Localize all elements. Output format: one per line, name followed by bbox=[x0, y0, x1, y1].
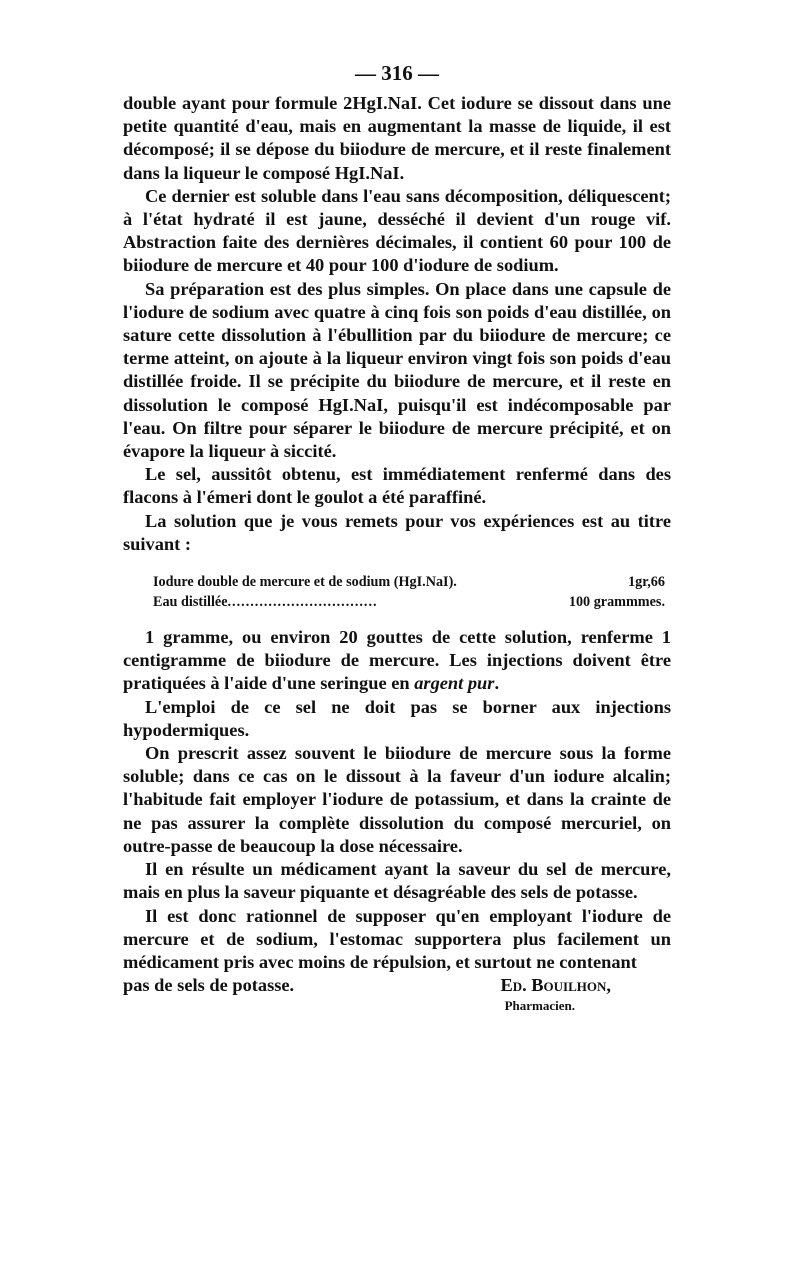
paragraph-7: L'emploi de ce sel ne doit pas se borner aux injections hypodermiques. bbox=[123, 696, 671, 740]
paragraph-6-italic: argent pur bbox=[414, 673, 495, 694]
page-number: — 316 — bbox=[355, 61, 439, 85]
author-title: Pharmacien. bbox=[504, 998, 575, 1014]
formula-leader-2: ................................. bbox=[227, 594, 378, 611]
formula-label-2: Eau distillée bbox=[153, 594, 228, 611]
paragraph-2: Ce dernier est soluble dans l'eau sans décomposition, déliquescent; à l'état hydraté il est jaune, desséché il devient d'un rouge vif. Abstraction faite des dernières décimales, il contient 60 pour 100 de biiodure de mercure et 40 pour 100 d'iodure de sodium. bbox=[123, 185, 671, 276]
formula-leader-1 bbox=[457, 572, 622, 592]
paragraph-6 bbox=[123, 626, 671, 696]
page bbox=[123, 58, 671, 1015]
paragraph-9: Il en résulte un médicament ayant la saveur du sel de mercure, mais en plus la saveur piquante et désagréable des sels de potasse. bbox=[123, 859, 671, 903]
formula-value-1: 1gr,66 bbox=[628, 574, 665, 591]
formula-label-1: Iodure double de mercure et de sodium (HgI.NaI). bbox=[153, 574, 457, 591]
signature-line bbox=[123, 974, 671, 997]
paragraph-4: Le sel, aussitôt obtenu, est immédiatement renfermé dans des flacons à l'émeri dont le goulot a été paraffiné. bbox=[123, 464, 671, 508]
paragraph-5: La solution que je vous remets pour vos expériences est au titre suivant : bbox=[123, 510, 671, 554]
paragraph-8: On prescrit assez souvent le biiodure de mercure sous la forme soluble; dans ce cas on le dissout à la faveur d'un iodure alcalin; l'habitude fait employer l'iodure de potassium, et dans la crainte de ne pas assurer la complète dissolution du composé mercuriel, on outre-passe de beaucoup la dose nécessaire. bbox=[123, 743, 671, 856]
formula-row-2 bbox=[153, 592, 665, 612]
formula-row-1 bbox=[153, 572, 665, 592]
author-name: Ed. Bouilhon, bbox=[500, 975, 611, 996]
paragraph-10: Il est donc rationnel de supposer qu'en employant l'iodure de mercure et de sodium, l'estomac supportera plus facilement un médicament pris avec moins de répulsion, et surtout ne contenant bbox=[123, 905, 671, 972]
formula-table bbox=[153, 572, 665, 612]
paragraph-3: Sa préparation est des plus simples. On place dans une capsule de l'iodure de sodium avec quatre à cinq fois son poids d'eau distillée, on sature cette dissolution à l'ébullition par du biiodure de mercure; ce terme atteint, on ajoute à la liqueur environ vingt fois son poids d'eau distillée froide. Il se précipite du biiodure de mercure, et il reste en dissolution le composé HgI.NaI, puisqu'il est indécomposable par l'eau. On filtre pour séparer le biiodure de mercure précipité, et on évapore la liqueur à siccité. bbox=[123, 278, 671, 462]
paragraph-1: double ayant pour formule 2HgI.NaI. Cet iodure se dissout dans une petite quantité d'eau, mais en augmentant la masse de liquide, il est décomposé; il se dépose du biiodure de mercure, et il reste finalement dans la liqueur le composé HgI.NaI. bbox=[123, 93, 671, 183]
formula-value-2: 100 grammmes. bbox=[568, 594, 665, 611]
closing-last-line: pas de sels de potasse. bbox=[123, 975, 295, 996]
paragraph-6-text: 1 gramme, ou environ 20 gouttes de cette solution, renferme 1 centigramme de biiodure de mercure. Les injections doivent être pratiquées à l'aide d'une seringue en bbox=[123, 627, 671, 694]
paragraph-6-end: . bbox=[494, 673, 500, 694]
